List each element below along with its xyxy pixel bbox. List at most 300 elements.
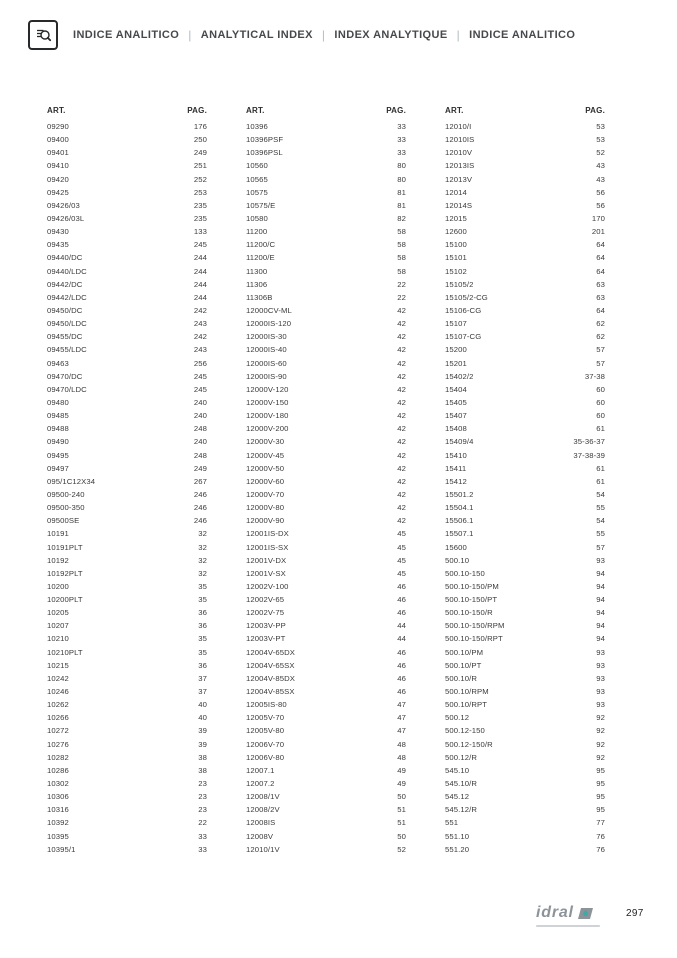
- column-rows: [47, 122, 207, 858]
- art-code: 10210PLT: [47, 647, 83, 657]
- art-code: 10560: [246, 161, 268, 171]
- page-ref: 243: [193, 345, 207, 355]
- page-ref: 47: [397, 713, 406, 723]
- art-code: 12000V-180: [246, 411, 289, 421]
- pag-header: PAG.: [585, 106, 605, 115]
- table-row: [47, 319, 207, 332]
- table-row: [445, 832, 605, 845]
- table-row: [47, 726, 207, 739]
- page-ref: 38: [198, 765, 207, 775]
- page-ref: 243: [193, 319, 207, 329]
- page-ref: 45: [397, 568, 406, 578]
- art-code: 09480: [47, 397, 69, 407]
- art-code: 12000IS-40: [246, 345, 287, 355]
- page-ref: 46: [397, 647, 406, 657]
- page-ref: 52: [397, 844, 406, 854]
- page-ref: 48: [397, 752, 406, 762]
- table-row: [47, 753, 207, 766]
- page-ref: 48: [397, 739, 406, 749]
- art-code: 095/1C12X34: [47, 476, 96, 486]
- table-row: [246, 345, 406, 358]
- art-code: 12004V-65SX: [246, 660, 295, 670]
- page-ref: 33: [198, 844, 207, 854]
- page-ref: 42: [397, 489, 406, 499]
- table-row: [47, 608, 207, 621]
- table-row: [47, 359, 207, 372]
- page-ref: 45: [397, 555, 406, 565]
- page-ref: 57: [596, 345, 605, 355]
- table-row: [246, 372, 406, 385]
- page-ref: 42: [397, 319, 406, 329]
- art-code: 545.12: [445, 792, 470, 802]
- art-code: 12003V-PP: [246, 621, 286, 631]
- table-row: [47, 832, 207, 845]
- art-code: 12001V-SX: [246, 568, 286, 578]
- art-code: 10246: [47, 687, 69, 697]
- page-ref: 42: [397, 345, 406, 355]
- table-row: [246, 726, 406, 739]
- page-ref: 76: [596, 831, 605, 841]
- table-row: [246, 818, 406, 831]
- art-code: 10242: [47, 673, 69, 683]
- page-ref: 61: [596, 476, 605, 486]
- table-row: [445, 608, 605, 621]
- page-ref: 35: [198, 581, 207, 591]
- table-row: [246, 398, 406, 411]
- page-ref: 61: [596, 424, 605, 434]
- art-code: 500.10/RPT: [445, 700, 488, 710]
- art-code: 15101: [445, 253, 467, 263]
- table-row: [47, 345, 207, 358]
- table-row: [246, 319, 406, 332]
- brand-logo-line: [536, 905, 593, 921]
- art-code: 12008IS: [246, 818, 276, 828]
- art-code: 12000CV-ML: [246, 305, 292, 315]
- table-row: [47, 280, 207, 293]
- page-ref: 94: [596, 581, 605, 591]
- table-row: [246, 332, 406, 345]
- page-ref: 33: [198, 831, 207, 841]
- art-code: 09500-350: [47, 503, 85, 513]
- art-code: 15410: [445, 450, 467, 460]
- table-row: [246, 503, 406, 516]
- table-row: [246, 713, 406, 726]
- page-ref: 36: [198, 621, 207, 631]
- table-row: [445, 345, 605, 358]
- page-ref: 50: [397, 831, 406, 841]
- page-ref: 62: [596, 332, 605, 342]
- art-code: 10282: [47, 752, 69, 762]
- art-code: 09400: [47, 135, 69, 145]
- page-ref: 95: [596, 792, 605, 802]
- art-code: 15106-CG: [445, 305, 482, 315]
- table-row: [445, 529, 605, 542]
- art-code: 500.10: [445, 555, 470, 565]
- table-row: [47, 779, 207, 792]
- table-row: [47, 214, 207, 227]
- art-code: 09440/DC: [47, 253, 83, 263]
- table-row: [445, 293, 605, 306]
- art-header: ART.: [445, 106, 464, 115]
- title-separator: |: [188, 28, 192, 42]
- table-row: [47, 569, 207, 582]
- art-code: 500.10-150/PT: [445, 595, 498, 605]
- table-row: [47, 306, 207, 319]
- page-ref: 245: [193, 371, 207, 381]
- page-ref: 235: [193, 213, 207, 223]
- page-ref: 33: [397, 148, 406, 158]
- page-ref: 54: [596, 489, 605, 499]
- page-ref: 42: [397, 397, 406, 407]
- art-code: 10200: [47, 581, 69, 591]
- art-code: 500.10-150/RPM: [445, 621, 505, 631]
- index-search-icon: [28, 20, 58, 50]
- art-code: 500.10-150/R: [445, 608, 493, 618]
- table-row: [47, 805, 207, 818]
- page-ref: 42: [397, 358, 406, 368]
- table-row: [47, 385, 207, 398]
- page-ref: 58: [397, 227, 406, 237]
- art-code: 10396PSF: [246, 135, 284, 145]
- art-code: 15100: [445, 240, 467, 250]
- table-row: [246, 280, 406, 293]
- art-code: 12008/2V: [246, 805, 280, 815]
- art-code: 500.12-150/R: [445, 739, 493, 749]
- art-code: 12000V-30: [246, 437, 285, 447]
- art-code: 12000V-150: [246, 397, 289, 407]
- table-row: [246, 621, 406, 634]
- table-row: [246, 437, 406, 450]
- table-row: [445, 161, 605, 174]
- page-ref: 94: [596, 608, 605, 618]
- table-row: [246, 306, 406, 319]
- page-ref: 23: [198, 779, 207, 789]
- page-ref: 42: [397, 332, 406, 342]
- table-row: [246, 464, 406, 477]
- art-code: 12004V-85SX: [246, 687, 295, 697]
- table-row: [445, 595, 605, 608]
- brand-drop-icon: [578, 908, 593, 919]
- art-code: 10262: [47, 700, 69, 710]
- table-row: [246, 569, 406, 582]
- table-row: [246, 451, 406, 464]
- table-row: [47, 135, 207, 148]
- art-code: 10575: [246, 187, 268, 197]
- art-code: 10306: [47, 792, 69, 802]
- art-code: 12000V-200: [246, 424, 289, 434]
- art-code: 09426/03L: [47, 213, 85, 223]
- page-ref: 55: [596, 503, 605, 513]
- page-ref: 245: [193, 384, 207, 394]
- page-ref: 242: [193, 305, 207, 315]
- art-code: 09442/LDC: [47, 292, 87, 302]
- table-row: [445, 306, 605, 319]
- page-ref: 240: [193, 411, 207, 421]
- art-code: 10286: [47, 765, 69, 775]
- table-row: [445, 818, 605, 831]
- table-row: [445, 227, 605, 240]
- art-code: 500.10/PT: [445, 660, 482, 670]
- art-code: 15409/4: [445, 437, 474, 447]
- table-row: [246, 595, 406, 608]
- table-row: [47, 687, 207, 700]
- art-code: 551: [445, 818, 459, 828]
- table-row: [246, 267, 406, 280]
- page-ref: 81: [397, 187, 406, 197]
- art-code: 11200/C: [246, 240, 276, 250]
- page-ref: 248: [193, 450, 207, 460]
- page-ref: 81: [397, 200, 406, 210]
- page-ref: 235: [193, 200, 207, 210]
- art-code: 10266: [47, 713, 69, 723]
- page-ref: 267: [193, 476, 207, 486]
- art-code: 10302: [47, 779, 69, 789]
- page-ref: 176: [193, 122, 207, 131]
- page-ref: 46: [397, 581, 406, 591]
- page-ref: 33: [397, 135, 406, 145]
- page-ref: 46: [397, 595, 406, 605]
- table-row: [246, 148, 406, 161]
- table-row: [246, 516, 406, 529]
- index-column-2: [246, 106, 406, 858]
- table-row: [246, 175, 406, 188]
- page-ref: 63: [596, 279, 605, 289]
- art-code: 500.12: [445, 713, 470, 723]
- art-code: 09290: [47, 122, 69, 131]
- art-code: 09425: [47, 187, 69, 197]
- table-row: [246, 411, 406, 424]
- art-code: 12008V: [246, 831, 274, 841]
- art-code: 11306: [246, 279, 268, 289]
- art-code: 12000V-60: [246, 476, 285, 486]
- table-row: [445, 372, 605, 385]
- art-code: 10191: [47, 529, 69, 539]
- table-row: [445, 648, 605, 661]
- art-code: 10200PLT: [47, 595, 83, 605]
- table-row: [47, 411, 207, 424]
- column-rows: [246, 122, 406, 858]
- table-row: [47, 766, 207, 779]
- table-row: [445, 319, 605, 332]
- page-ref: 37-38: [584, 371, 605, 381]
- page-ref: 56: [596, 187, 605, 197]
- table-row: [47, 424, 207, 437]
- art-code: 12002V-100: [246, 581, 289, 591]
- art-code: 500.12/R: [445, 752, 478, 762]
- table-row: [445, 280, 605, 293]
- art-code: 500.10/PM: [445, 647, 484, 657]
- page-ref: 57: [596, 542, 605, 552]
- page-ref: 32: [198, 568, 207, 578]
- page-ref: 244: [193, 279, 207, 289]
- table-row: [246, 161, 406, 174]
- art-code: 10395/1: [47, 844, 76, 854]
- art-code: 15404: [445, 384, 467, 394]
- table-row: [445, 437, 605, 450]
- page-ref: 92: [596, 713, 605, 723]
- page-ref: 80: [397, 161, 406, 171]
- art-code: 12006V-80: [246, 752, 285, 762]
- page-ref: 92: [596, 739, 605, 749]
- art-code: 09410: [47, 161, 69, 171]
- table-row: [47, 740, 207, 753]
- table-row: [47, 227, 207, 240]
- art-code: 12000V-70: [246, 489, 285, 499]
- page-ref: 22: [198, 818, 207, 828]
- art-code: 10396: [246, 122, 268, 131]
- page-ref: 35: [198, 595, 207, 605]
- table-row: [445, 122, 605, 135]
- page-ref: 37: [198, 687, 207, 697]
- art-code: 10192PLT: [47, 568, 83, 578]
- page-ref: 94: [596, 621, 605, 631]
- table-row: [246, 582, 406, 595]
- art-code: 10395: [47, 831, 69, 841]
- table-row: [47, 621, 207, 634]
- page-ref: 60: [596, 397, 605, 407]
- art-code: 12000V-50: [246, 463, 285, 473]
- page-ref: 43: [596, 174, 605, 184]
- table-row: [445, 464, 605, 477]
- page-ref: 46: [397, 673, 406, 683]
- table-row: [445, 267, 605, 280]
- title-separator: |: [456, 28, 461, 42]
- art-code: 10276: [47, 739, 69, 749]
- table-row: [445, 385, 605, 398]
- art-code: 12008/1V: [246, 792, 280, 802]
- table-row: [246, 227, 406, 240]
- page-ref: 38: [198, 752, 207, 762]
- page-ref: 32: [198, 529, 207, 539]
- art-code: 15107: [445, 319, 467, 329]
- page-ref: 95: [596, 779, 605, 789]
- art-code: 09442/DC: [47, 279, 83, 289]
- page-ref: 49: [397, 779, 406, 789]
- table-row: [47, 175, 207, 188]
- art-code: 545.10/R: [445, 779, 478, 789]
- page-ref: 35: [198, 647, 207, 657]
- art-code: 12007.1: [246, 765, 275, 775]
- page-ref: 93: [596, 673, 605, 683]
- page-ref: 46: [397, 687, 406, 697]
- art-code: 500.10-150/RPT: [445, 634, 503, 644]
- table-row: [246, 359, 406, 372]
- page-ref: 58: [397, 240, 406, 250]
- table-row: [445, 634, 605, 647]
- page-ref: 58: [397, 253, 406, 263]
- art-code: 09450/LDC: [47, 319, 87, 329]
- art-code: 09426/03: [47, 200, 80, 210]
- table-row: [445, 766, 605, 779]
- art-code: 12600: [445, 227, 467, 237]
- page-ref: 245: [193, 240, 207, 250]
- art-code: 09500SE: [47, 516, 80, 526]
- table-row: [246, 122, 406, 135]
- table-row: [47, 398, 207, 411]
- page-ref: 249: [193, 148, 207, 158]
- table-row: [246, 240, 406, 253]
- art-code: 12006V-70: [246, 739, 285, 749]
- art-code: 15201: [445, 358, 467, 368]
- art-code: 10565: [246, 174, 268, 184]
- table-row: [445, 490, 605, 503]
- table-row: [246, 201, 406, 214]
- page-ref: 93: [596, 647, 605, 657]
- page-ref: 246: [193, 516, 207, 526]
- table-row: [445, 700, 605, 713]
- art-code: 12010IS: [445, 135, 475, 145]
- page-ref: 52: [596, 148, 605, 158]
- table-row: [47, 201, 207, 214]
- art-code: 15408: [445, 424, 467, 434]
- table-row: [445, 661, 605, 674]
- art-code: 12000V-120: [246, 384, 289, 394]
- art-code: 12002V-75: [246, 608, 285, 618]
- table-row: [47, 253, 207, 266]
- table-row: [47, 595, 207, 608]
- table-row: [445, 503, 605, 516]
- table-row: [445, 621, 605, 634]
- art-code: 15102: [445, 266, 467, 276]
- art-code: 12000V-80: [246, 503, 285, 513]
- page-ref: 253: [193, 187, 207, 197]
- title-en: ANALYTICAL INDEX: [200, 29, 313, 41]
- table-row: [445, 792, 605, 805]
- page-ref: 42: [397, 516, 406, 526]
- table-row: [445, 726, 605, 739]
- table-row: [445, 175, 605, 188]
- table-row: [47, 516, 207, 529]
- art-code: 12013IS: [445, 161, 475, 171]
- column-header: [47, 106, 207, 122]
- page-ref: 170: [591, 213, 605, 223]
- table-row: [246, 648, 406, 661]
- table-row: [445, 214, 605, 227]
- art-code: 12002V-65: [246, 595, 285, 605]
- art-code: 12015: [445, 213, 467, 223]
- page-ref: 58: [397, 266, 406, 276]
- art-code: 09470/LDC: [47, 384, 87, 394]
- page-ref: 42: [397, 305, 406, 315]
- art-code: 10210: [47, 634, 69, 644]
- page-ref: 53: [596, 135, 605, 145]
- art-code: 15405: [445, 397, 467, 407]
- column-header: [246, 106, 406, 122]
- table-row: [445, 845, 605, 858]
- page-ref: 33: [397, 122, 406, 131]
- art-code: 500.12-150: [445, 726, 485, 736]
- art-code: 545.12/R: [445, 805, 478, 815]
- art-code: 15506.1: [445, 516, 474, 526]
- table-row: [445, 805, 605, 818]
- page-ref: 77: [596, 818, 605, 828]
- table-row: [47, 845, 207, 858]
- page-ref: 92: [596, 752, 605, 762]
- page-ref: 42: [397, 503, 406, 513]
- title-separator: |: [321, 28, 326, 42]
- art-code: 10191PLT: [47, 542, 83, 552]
- page-ref: 93: [596, 555, 605, 565]
- art-code: 10215: [47, 660, 69, 670]
- page-ref: 95: [596, 805, 605, 815]
- table-row: [445, 713, 605, 726]
- table-row: [246, 661, 406, 674]
- title-es: INDICE ANALITICO: [469, 29, 576, 41]
- art-code: 15600: [445, 542, 467, 552]
- pag-header: PAG.: [386, 106, 406, 115]
- page-ref: 42: [397, 450, 406, 460]
- page-ref: 246: [193, 489, 207, 499]
